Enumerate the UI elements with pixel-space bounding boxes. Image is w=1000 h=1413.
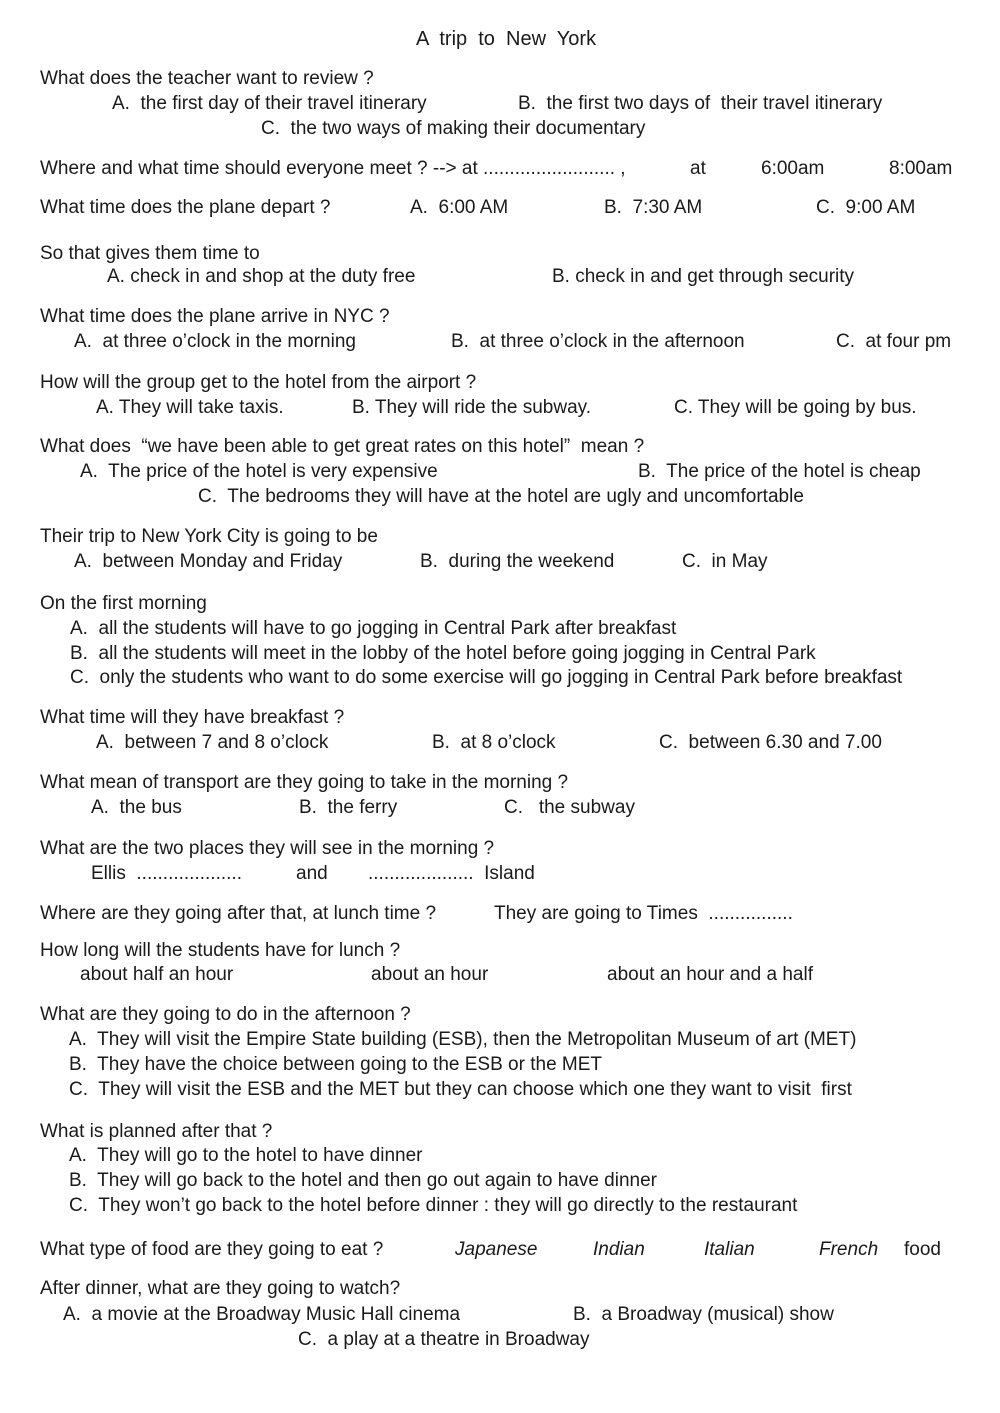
question-13: Where are they going after that, at lunch time ? [40,903,437,924]
q3-option-b: B. 7:30 AM [604,197,703,218]
question-12: What are the two places they will see in the morning ? [40,838,495,859]
question-3: What time does the plane depart ? [40,197,331,218]
q2-option-2: 8:00am [889,158,953,179]
q1-option-c: C. the two ways of making their documentary [261,118,646,139]
q4-option-b: B. check in and get through security [552,266,855,287]
q5-option-b: B. at three o’clock in the afternoon [451,331,745,352]
q8-option-a: A. between Monday and Friday [74,551,343,572]
q17-option-4: French [819,1239,879,1260]
q1-option-b: B. the first two days of their travel itinerary [518,93,883,114]
question-2: Where and what time should everyone meet ? --> at ......................... , [40,158,626,179]
q14-option-1: about half an hour [80,964,234,985]
q14-option-2: about an hour [371,964,489,985]
q14-option-3: about an hour and a half [607,964,814,985]
q12-blank-2: .................... Island [368,863,535,884]
q16-option-b: B. They will go back to the hotel and then go out again to have dinner [69,1170,657,1191]
question-14: How long will the students have for lunch ? [40,940,401,961]
question-4: So that gives them time to [40,243,260,264]
q7-option-b: B. The price of the hotel is cheap [638,461,921,482]
q5-option-a: A. at three o’clock in the morning [74,331,356,352]
q18-option-a: A. a movie at the Broadway Music Hall cinema [63,1304,461,1325]
q3-option-c: C. 9:00 AM [816,197,916,218]
question-6: How will the group get to the hotel from the airport ? [40,372,477,393]
question-17: What type of food are they going to eat ? [40,1239,384,1260]
q17-option-2: Indian [593,1239,645,1260]
question-18: After dinner, what are they going to watch? [40,1278,401,1299]
q13-answer: They are going to Times ................ [494,903,793,924]
q15-option-a: A. They will visit the Empire State building (ESB), then the Metropolitan Museum of art (MET) [69,1029,857,1050]
q5-option-c: C. at four pm [836,331,952,352]
question-15: What are they going to do in the afternoon ? [40,1004,411,1025]
q18-option-c: C. a play at a theatre in Broadway [298,1329,590,1350]
q18-option-b: B. a Broadway (musical) show [573,1304,834,1325]
q10-option-b: B. at 8 o’clock [432,732,556,753]
q3-option-a: A. 6:00 AM [410,197,509,218]
q16-option-a: A. They will go to the hotel to have dinner [69,1145,423,1166]
question-7: What does “we have been able to get great rates on this hotel” mean ? [40,436,645,457]
q9-option-b: B. all the students will meet in the lobby of the hotel before going jogging in Central Park [70,643,816,664]
q17-option-1: Japanese [455,1239,538,1260]
q8-option-c: C. in May [682,551,768,572]
q12-and: and [296,863,328,884]
q15-option-b: B. They have the choice between going to the ESB or the MET [69,1054,603,1075]
question-10: What time will they have breakfast ? [40,707,345,728]
q6-option-b: B. They will ride the subway. [352,397,592,418]
q9-option-a: A. all the students will have to go jogging in Central Park after breakfast [70,618,677,639]
q2-at: at [690,158,706,179]
question-8: Their trip to New York City is going to be [40,526,378,547]
q1-option-a: A. the first day of their travel itinerary [112,93,427,114]
question-16: What is planned after that ? [40,1121,273,1142]
q17-option-3: Italian [704,1239,755,1260]
q8-option-b: B. during the weekend [420,551,615,572]
q7-option-c: C. The bedrooms they will have at the hotel are ugly and uncomfortable [198,486,804,507]
q9-option-c: C. only the students who want to do some exercise will go jogging in Central Park before breakfast [70,667,903,688]
q15-option-c: C. They will visit the ESB and the MET but they can choose which one they want to visit first [69,1079,852,1100]
q12-blank-1: Ellis .................... [91,863,242,884]
q11-option-c: C. the subway [504,797,635,818]
page-title: A trip to New York [416,28,597,50]
q10-option-c: C. between 6.30 and 7.00 [659,732,882,753]
q11-option-b: B. the ferry [299,797,398,818]
q2-option-1: 6:00am [761,158,825,179]
q11-option-a: A. the bus [91,797,182,818]
question-11: What mean of transport are they going to take in the morning ? [40,772,569,793]
q17-suffix: food [904,1239,941,1260]
q16-option-c: C. They won’t go back to the hotel before dinner : they will go directly to the restaurant [69,1195,798,1216]
q6-option-c: C. They will be going by bus. [674,397,917,418]
question-1: What does the teacher want to review ? [40,68,374,89]
question-5: What time does the plane arrive in NYC ? [40,306,390,327]
q10-option-a: A. between 7 and 8 o’clock [96,732,329,753]
q7-option-a: A. The price of the hotel is very expensive [80,461,438,482]
question-9: On the first morning [40,593,207,614]
q4-option-a: A. check in and shop at the duty free [107,266,416,287]
q6-option-a: A. They will take taxis. [96,397,284,418]
